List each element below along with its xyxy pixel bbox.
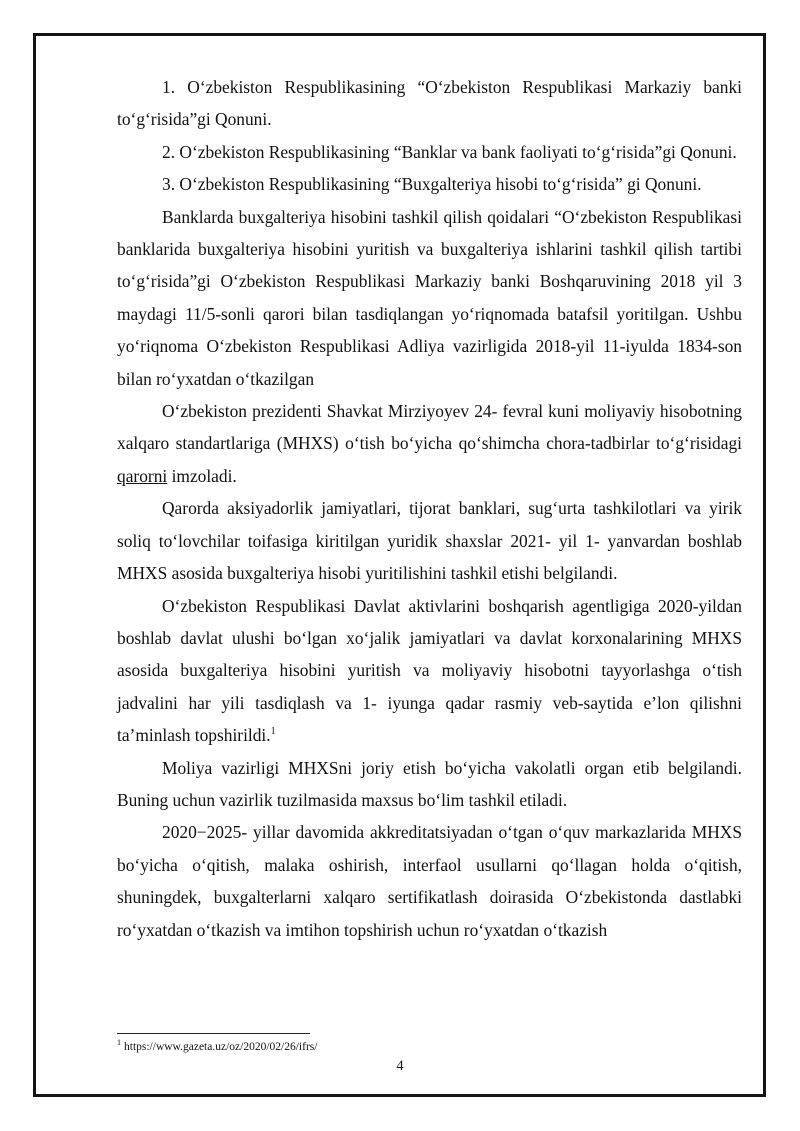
list-item-law-central-bank: 1. O‘zbekiston Respublikasining “O‘zbekiston Respublikasi Markaziy banki to‘g‘risida”gi Qonuni. <box>117 77 742 130</box>
footnote-marker: 1 <box>117 1038 121 1048</box>
footnote <box>117 1040 317 1054</box>
list-item-law-accounting: 3. O‘zbekiston Respublikasining “Buxgalteriya hisobi to‘g‘risida” gi Qonuni. <box>162 174 702 195</box>
paragraph-decree-entities: Qarorda aksiyadorlik jamiyatlari, tijorat banklari, sug‘urta tashkilotlari va yirik soliq to‘lovchilar toifasiga kiritilgan yuridik shaxslar 2021- yil 1- yanvardan boshlab MHXS asosida buxgalteriya hisobi yuritilishini tashkil etishi belgilandi. <box>117 498 742 584</box>
paragraph-ministry-finance: Moliya vazirligi MHXSni joriy etish bo‘yicha vakolatli organ etib belgilandi. Buning uchun vazirlik tuzilmasida maxsus bo‘lim tashkil etiladi. <box>117 757 742 810</box>
footnote-separator <box>117 1033 310 1034</box>
decree-text-after: imzoladi. <box>167 465 237 486</box>
body-text <box>117 71 742 946</box>
decree-link[interactable]: qarorni <box>117 465 168 486</box>
agency-text: O‘zbekiston Respublikasi Davlat aktivlarini boshqarish agentligiga 2020-yildan boshlab davlat ulushi bo‘lgan xo‘jalik jamiyatlari va davlat korxonalarining MHXS asosida buxgalteriya hisobini yuritish va moliyaviy hisobotni tayyorlashga o‘tish jadvalini har yili tasdiqlash va 1- iyunga qadar rasmiy veb-saytida e’lon qilishni ta’minlash topshirildi. <box>117 595 742 746</box>
paragraph-state-assets-agency <box>117 590 742 752</box>
paragraph-president-decree <box>117 395 742 492</box>
page-number: 4 <box>396 1058 404 1074</box>
decree-text-before: O‘zbekiston prezidenti Shavkat Mirziyoyev 24- fevral kuni moliyaviy hisobotning xalqaro standartlariga (MHXS) o‘tish bo‘yicha qo‘shimcha chora-tadbirlar to‘g‘risidagi <box>117 401 742 454</box>
paragraph-bank-accounting-rules: Banklarda buxgalteriya hisobini tashkil qilish qoidalari “O‘zbekiston Respublikasi banklarida buxgalteriya hisobini yuritish va buxgalteriya ishlarini tashkil qilish tartibi to‘g‘risida”gi O‘zbekiston Respublikasi Markaziy banki Boshqaruvining 2018 yil 3 maydagi 11/5-sonli qarori bilan tasdiqlangan yo‘riqnomada batafsil yoritilgan. Ushbu yo‘riqnoma O‘zbekiston Respublikasi Adliya vazirligida 2018-yil 11-iyulda 1834-son bilan ro‘yxatdan o‘tkazilgan <box>117 206 742 389</box>
footnote-url[interactable]: https://www.gazeta.uz/oz/2020/02/26/ifrs/ <box>124 1041 318 1053</box>
list-item-law-banks: 2. O‘zbekiston Respublikasining “Banklar va bank faoliyati to‘g‘risida”gi Qonuni. <box>162 141 737 162</box>
footnote-reference[interactable]: 1 <box>270 726 276 738</box>
paragraph-training-centers: 2020−2025- yillar davomida akkreditatsiyadan o‘tgan o‘quv markazlarida MHXS bo‘yicha o‘qitish, malaka oshirish, interfaol usullarni qo‘llagan holda o‘qitish, shuningdek, buxgalterlarni xalqaro sertifikatlash doirasida O‘zbekistonda dastlabki ro‘yxatdan o‘tkazish va imtihon topshirish uchun ro‘yxatdan o‘tkazish <box>117 822 742 940</box>
